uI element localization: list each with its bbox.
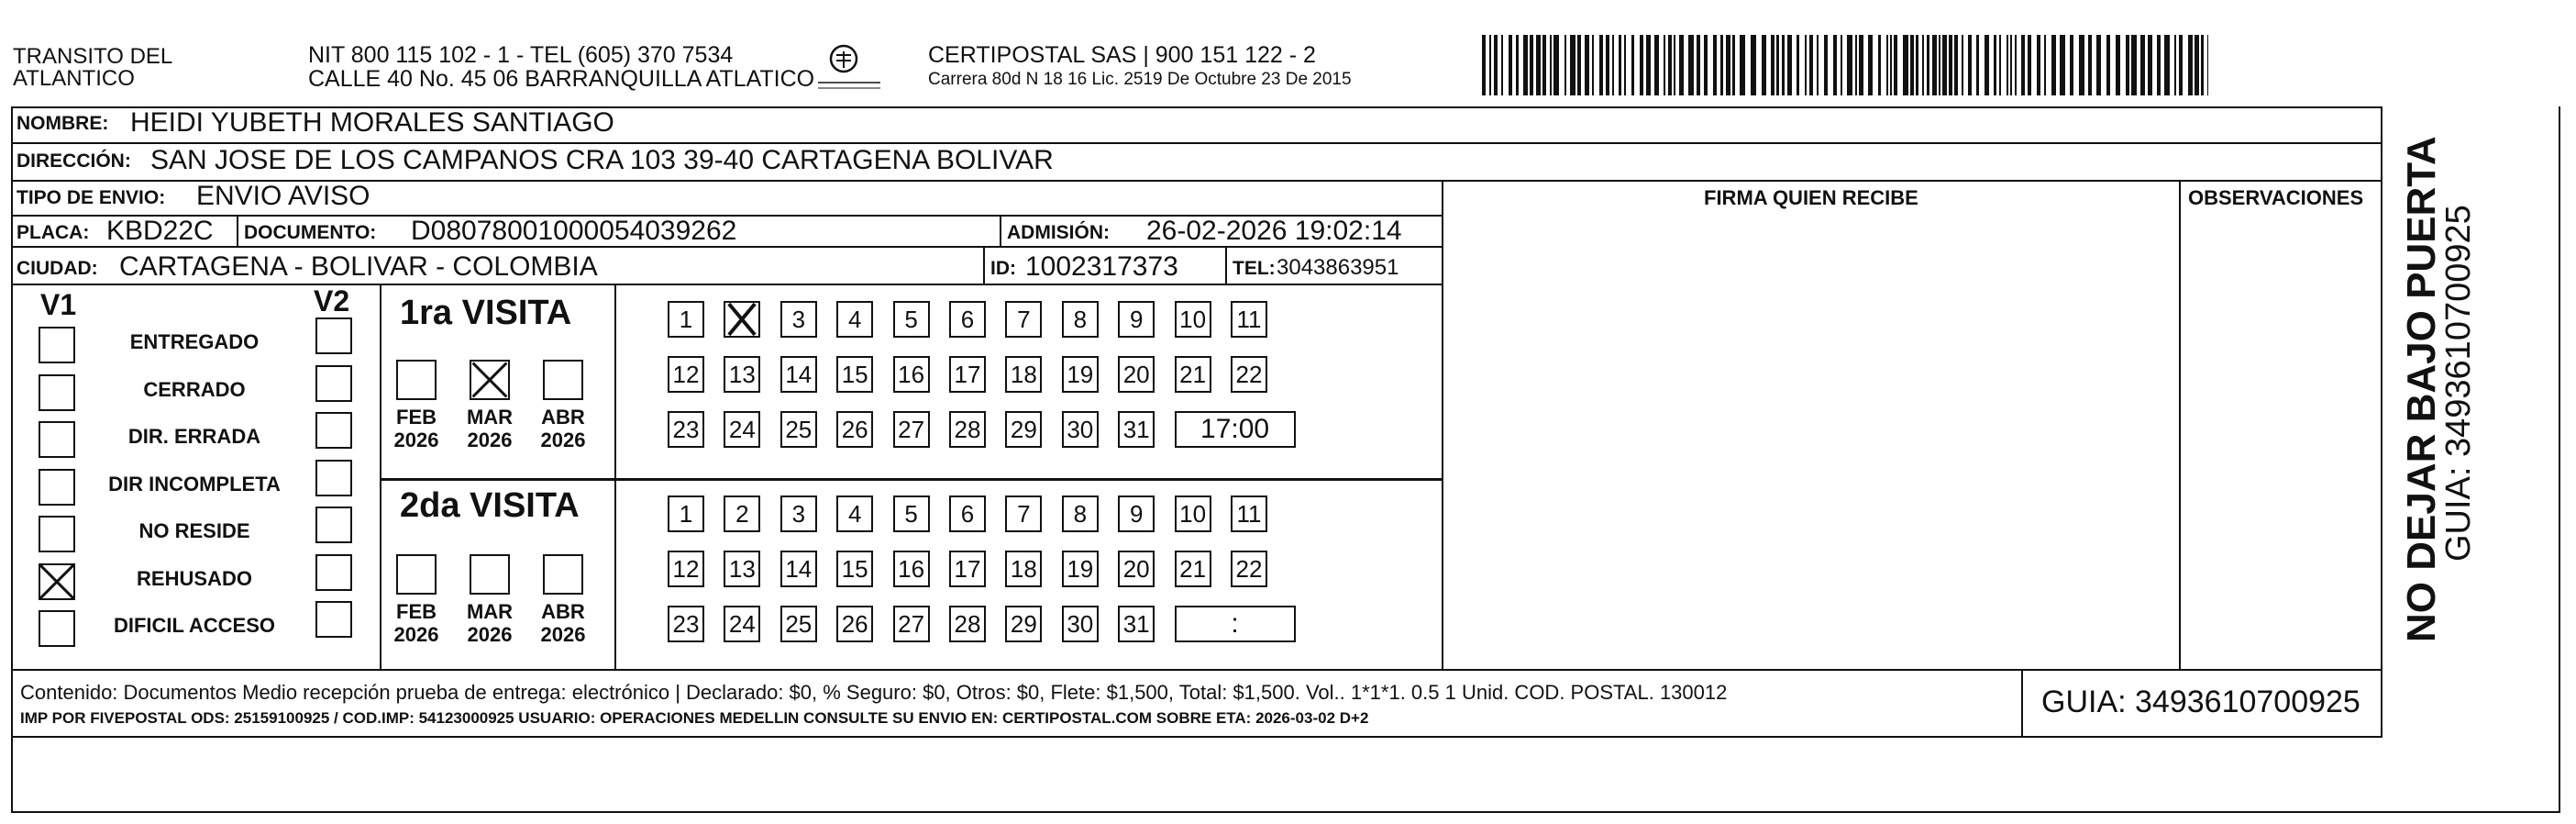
visit2-day-number: 17 bbox=[954, 555, 981, 583]
visit2-day-box[interactable] bbox=[1005, 551, 1042, 587]
document-value: D080780010000540392​62 bbox=[411, 216, 737, 246]
visit2-month-checkbox[interactable] bbox=[543, 554, 583, 595]
visit1-month-label bbox=[462, 406, 517, 451]
status-label: DIFICIL ACCESO bbox=[113, 614, 275, 637]
document-label: DOCUMENTO: bbox=[244, 222, 377, 243]
visit1-day-number: 20 bbox=[1122, 361, 1150, 388]
carrier-line: CERTIPOSTAL SAS | 900 151 122 - 2 bbox=[928, 42, 1316, 68]
visit1-day-box[interactable] bbox=[1062, 411, 1099, 448]
visit2-day-box[interactable] bbox=[724, 551, 760, 587]
visit2-day-number: 1 bbox=[679, 500, 693, 528]
visit2-month-year: 2026 bbox=[393, 623, 439, 646]
admission-label: ADMISIÓN: bbox=[1007, 222, 1110, 243]
visit2-day-number: 30 bbox=[1067, 610, 1094, 638]
visit2-day-box[interactable] bbox=[668, 606, 704, 642]
visit1-day-box[interactable] bbox=[949, 356, 986, 393]
plate-label: PLACA: bbox=[17, 222, 90, 243]
visit1-day-box[interactable] bbox=[668, 356, 704, 393]
visit1-day-number: 18 bbox=[1010, 361, 1037, 388]
visit2-time-box[interactable] bbox=[1175, 606, 1296, 642]
address-line: CALLE 40 No. 45 06 BARRANQUILLA ATLATICO bbox=[308, 66, 815, 92]
visit2-day-number: 18 bbox=[1010, 555, 1037, 583]
visit2-day-number: 23 bbox=[672, 610, 700, 638]
status-v1-checkbox[interactable] bbox=[39, 563, 75, 600]
visit1-day-box[interactable] bbox=[780, 301, 817, 338]
visit1-day-number: 24 bbox=[728, 416, 756, 443]
observations-column-header: OBSERVACIONES bbox=[2188, 186, 2364, 209]
visit1-time-box[interactable] bbox=[1175, 411, 1296, 448]
nit-line: NIT 800 115 102 - 1 - TEL (605) 370 7534 bbox=[308, 42, 734, 68]
visit2-day-box[interactable] bbox=[780, 606, 817, 642]
visit1-day-number: 22 bbox=[1235, 361, 1263, 388]
visit1-day-number: 11 bbox=[1236, 306, 1262, 333]
status-label: DIR INCOMPLETA bbox=[108, 472, 281, 496]
company-name-line2: ATLANTICO bbox=[13, 66, 135, 91]
visit2-day-number: 7 bbox=[1017, 500, 1031, 528]
city-value: CARTAGENA - BOLIVAR - COLOMBIA bbox=[119, 251, 598, 282]
visit1-day-number: 25 bbox=[785, 416, 813, 443]
visit2-day-box[interactable] bbox=[668, 496, 704, 532]
visit2-day-number: 14 bbox=[785, 555, 813, 583]
visit1-day-number: 17 bbox=[954, 361, 981, 388]
visit2-day-box[interactable] bbox=[836, 496, 873, 532]
visit2-month-year: 2026 bbox=[467, 623, 513, 646]
signature-column-header: FIRMA QUIEN RECIBE bbox=[1704, 186, 1918, 209]
visit2-day-box[interactable] bbox=[893, 606, 930, 642]
visit1-month-checkbox[interactable] bbox=[543, 360, 583, 400]
visit2-day-box[interactable] bbox=[1231, 551, 1267, 587]
visit1-day-number: 13 bbox=[728, 361, 756, 388]
visit1-day-box[interactable] bbox=[893, 411, 930, 448]
status-v1-checkbox[interactable] bbox=[39, 610, 75, 647]
status-v2-checkbox[interactable] bbox=[315, 554, 352, 591]
visit1-month-label bbox=[389, 406, 444, 451]
status-label: ENTREGADO bbox=[129, 330, 260, 353]
visit1-day-number: 21 bbox=[1179, 361, 1207, 388]
visit1-month-year: 2026 bbox=[540, 429, 586, 451]
visit2-day-box[interactable] bbox=[893, 496, 930, 532]
visit2-day-box[interactable] bbox=[1175, 551, 1211, 587]
visit1-day-box[interactable] bbox=[1175, 301, 1211, 338]
v1-label: V1 bbox=[40, 288, 77, 321]
visit1-day-box[interactable] bbox=[668, 301, 704, 338]
visit2-day-number: 8 bbox=[1073, 500, 1088, 528]
barcode bbox=[1482, 35, 2208, 95]
visit2-day-box[interactable] bbox=[836, 606, 873, 642]
visit2-day-number: 4 bbox=[847, 500, 862, 528]
recipient-name: HEIDI YUBETH MORALES SANTIAGO bbox=[130, 107, 614, 138]
visit2-day-box[interactable] bbox=[780, 496, 817, 532]
status-v1-checkbox[interactable] bbox=[39, 327, 75, 363]
visit1-day-box[interactable] bbox=[1118, 411, 1155, 448]
visit1-day-number: 5 bbox=[904, 306, 918, 333]
visit1-time-value: 17:00 bbox=[1200, 414, 1270, 444]
status-label: DIR. ERRADA bbox=[127, 425, 261, 448]
visit2-day-number: 13 bbox=[728, 555, 756, 583]
city-label: CIUDAD: bbox=[17, 258, 98, 279]
visit1-month-year: 2026 bbox=[393, 429, 439, 451]
visit2-month-label bbox=[389, 600, 444, 646]
company-name-line1: TRANSITO DEL bbox=[13, 44, 173, 69]
visit1-day-box[interactable] bbox=[949, 411, 986, 448]
visit1-day-box[interactable] bbox=[949, 301, 986, 338]
address-label: DIRECCIÓN: bbox=[17, 150, 131, 172]
visit1-day-box[interactable] bbox=[724, 301, 760, 338]
recipient-address: SAN JOSE DE LOS CAMPANOS CRA 103 39-40 CARTAGENA BOLIVAR bbox=[150, 145, 1054, 175]
visit1-day-box[interactable] bbox=[836, 411, 873, 448]
visit2-day-number: 16 bbox=[898, 555, 925, 583]
imp-line: IMP POR FIVEPOSTAL ODS: 25159100925 / COD.IMP: 54123000925 USUARIO: OPERACIONES MEDELLIN CONSULTE SU ENVIO EN: CERTIPOSTAL.COM SOBRE ETA: 2026-03-02 D+2 bbox=[20, 709, 1369, 727]
visit1-day-box[interactable] bbox=[1005, 411, 1042, 448]
tel-label: TEL: bbox=[1233, 258, 1276, 279]
content-line: Contenido: Documentos Medio recepción prueba de entrega: electrónico | Declarado: $0, % Seguro: $0, Otros: $0, Flete: $1,500, Total: $1,500. Vol.. 1*1*1. 0.5 1 Unid. COD. POSTAL. 130012 bbox=[20, 681, 1728, 704]
visit2-day-number: 29 bbox=[1010, 610, 1037, 638]
visit1-day-number: 30 bbox=[1067, 416, 1094, 443]
visit1-day-number: 4 bbox=[847, 306, 862, 333]
admission-value: 26-02-2026 19:02:14 bbox=[1146, 216, 1402, 246]
visit1-day-box[interactable] bbox=[836, 301, 873, 338]
visit2-time-value: : bbox=[1231, 608, 1239, 639]
visit2-day-box[interactable] bbox=[949, 551, 986, 587]
side-guia: GUIA: 3493610700925 bbox=[2439, 205, 2478, 562]
visit2-day-box[interactable] bbox=[780, 551, 817, 587]
visit2-day-box[interactable] bbox=[1118, 551, 1155, 587]
visit1-day-number: 3 bbox=[791, 306, 806, 333]
visit2-month-name: FEB bbox=[396, 600, 437, 623]
visit2-day-number: 22 bbox=[1235, 555, 1263, 583]
name-label: NOMBRE: bbox=[17, 113, 109, 134]
visit2-day-number: 3 bbox=[791, 500, 806, 528]
visit1-month-name: FEB bbox=[396, 406, 437, 429]
visit1-day-box[interactable] bbox=[1175, 356, 1211, 393]
visit2-day-box[interactable] bbox=[1062, 496, 1099, 532]
visit1-day-box[interactable] bbox=[780, 356, 817, 393]
visit1-title: 1ra VISITA bbox=[400, 294, 572, 332]
visit2-day-number: 10 bbox=[1179, 500, 1207, 528]
visit1-day-box[interactable] bbox=[836, 356, 873, 393]
visit2-day-box[interactable] bbox=[1231, 496, 1267, 532]
visit2-day-box[interactable] bbox=[724, 496, 760, 532]
status-v2-checkbox[interactable] bbox=[315, 460, 352, 496]
visit1-day-number: 12 bbox=[672, 361, 700, 388]
id-value: 1002317373 bbox=[1025, 251, 1178, 282]
visit2-month-checkbox[interactable] bbox=[396, 554, 437, 595]
visit1-day-number: 23 bbox=[672, 416, 700, 443]
visit1-day-box[interactable] bbox=[1062, 301, 1099, 338]
status-v2-checkbox[interactable] bbox=[315, 601, 352, 638]
status-v1-checkbox[interactable] bbox=[39, 516, 75, 552]
visit1-month-label bbox=[536, 406, 591, 451]
visit2-day-number: 5 bbox=[904, 500, 918, 528]
visit2-day-box[interactable] bbox=[1062, 606, 1099, 642]
visit1-day-number: 8 bbox=[1073, 306, 1088, 333]
visit1-day-box[interactable] bbox=[1231, 301, 1267, 338]
visit1-day-number: 9 bbox=[1129, 306, 1144, 333]
status-v2-checkbox[interactable] bbox=[315, 365, 352, 402]
visit2-day-number: 20 bbox=[1122, 555, 1150, 583]
visit1-day-box[interactable] bbox=[1118, 356, 1155, 393]
visit1-day-box[interactable] bbox=[893, 301, 930, 338]
visit2-day-box[interactable] bbox=[1005, 606, 1042, 642]
visit1-day-box[interactable] bbox=[724, 356, 760, 393]
visit1-day-box[interactable] bbox=[1005, 301, 1042, 338]
status-v1-checkbox[interactable] bbox=[39, 469, 75, 506]
status-v2-checkbox[interactable] bbox=[315, 317, 352, 354]
visit2-day-number: 26 bbox=[841, 610, 868, 638]
visit2-day-number: 12 bbox=[672, 555, 700, 583]
visit2-day-number: 2 bbox=[735, 500, 749, 528]
visit2-day-number: 9 bbox=[1129, 500, 1144, 528]
visit2-day-box[interactable] bbox=[836, 551, 873, 587]
visit2-day-number: 19 bbox=[1067, 555, 1094, 583]
visit2-title: 2da VISITA bbox=[400, 486, 580, 525]
visit1-day-number: 19 bbox=[1067, 361, 1094, 388]
shipment-type-label: TIPO DE ENVIO: bbox=[17, 187, 166, 208]
status-v1-checkbox[interactable] bbox=[39, 421, 75, 458]
visit2-day-box[interactable] bbox=[949, 496, 986, 532]
visit2-day-number: 25 bbox=[785, 610, 813, 638]
footer-guia: GUIA: 3493610700925 bbox=[2041, 685, 2360, 719]
shipment-type: ENVIO AVISO bbox=[196, 181, 370, 211]
visit2-month-name: MAR bbox=[466, 600, 514, 623]
visit1-day-box[interactable] bbox=[893, 356, 930, 393]
visit1-day-number: 7 bbox=[1017, 306, 1031, 333]
status-label: CERRADO bbox=[143, 377, 246, 401]
visit2-day-number: 24 bbox=[728, 610, 756, 638]
visit1-day-number: 6 bbox=[960, 306, 975, 333]
status-v1-checkbox[interactable] bbox=[39, 374, 75, 411]
visit2-day-box[interactable] bbox=[1118, 606, 1155, 642]
visit2-day-box[interactable] bbox=[724, 606, 760, 642]
visit2-day-number: 31 bbox=[1122, 610, 1150, 638]
status-label: NO RESIDE bbox=[138, 519, 250, 542]
v2-label: V2 bbox=[314, 284, 350, 317]
visit1-day-box[interactable] bbox=[1062, 356, 1099, 393]
visit1-day-number: 10 bbox=[1179, 306, 1207, 333]
visit1-month-checkbox[interactable] bbox=[396, 360, 437, 400]
visit2-day-box[interactable] bbox=[949, 606, 986, 642]
visit2-day-number: 21 bbox=[1179, 555, 1207, 583]
visit2-day-box[interactable] bbox=[1118, 496, 1155, 532]
visit1-month-name: ABR bbox=[541, 406, 585, 429]
visit1-day-number: 1 bbox=[679, 306, 693, 333]
visit2-day-number: 28 bbox=[954, 610, 981, 638]
visit1-day-number: 31 bbox=[1122, 416, 1150, 443]
visit1-day-box[interactable] bbox=[1005, 356, 1042, 393]
visit1-month-year: 2026 bbox=[467, 429, 513, 451]
visit2-month-name: ABR bbox=[541, 600, 585, 623]
license-line: Carrera 80d N 18 16 Lic. 2519 De Octubre 23 De 2015 bbox=[928, 70, 1352, 89]
visit2-day-box[interactable] bbox=[668, 551, 704, 587]
visit1-day-box[interactable] bbox=[1118, 301, 1155, 338]
visit1-day-number: 29 bbox=[1010, 416, 1037, 443]
visit2-month-label bbox=[536, 600, 591, 646]
status-v2-checkbox[interactable] bbox=[315, 507, 352, 543]
visit2-month-year: 2026 bbox=[540, 623, 586, 646]
visit1-day-box[interactable] bbox=[724, 411, 760, 448]
visit2-day-number: 27 bbox=[898, 610, 925, 638]
visit2-day-number: 6 bbox=[960, 500, 975, 528]
certipostal-logo bbox=[813, 42, 886, 94]
status-label: REHUSADO bbox=[137, 566, 252, 590]
visit1-day-number: 28 bbox=[954, 416, 981, 443]
visit2-day-box[interactable] bbox=[1062, 551, 1099, 587]
visit2-day-box[interactable] bbox=[893, 551, 930, 587]
visit2-day-box[interactable] bbox=[1175, 496, 1211, 532]
visit1-day-number: 26 bbox=[841, 416, 868, 443]
id-label: ID: bbox=[990, 258, 1016, 279]
visit2-day-number: 11 bbox=[1236, 500, 1262, 528]
visit2-month-label bbox=[462, 600, 517, 646]
visit1-day-number: 16 bbox=[898, 361, 925, 388]
visit1-day-box[interactable] bbox=[780, 411, 817, 448]
no-dejar-bajo-puerta: NO DEJAR BAJO PUERTA bbox=[2399, 136, 2444, 642]
visit1-day-box[interactable] bbox=[1231, 356, 1267, 393]
visit1-day-number: 14 bbox=[785, 361, 813, 388]
status-v2-checkbox[interactable] bbox=[315, 412, 352, 449]
visit1-day-number: 15 bbox=[841, 361, 868, 388]
visit1-month-checkbox[interactable] bbox=[470, 360, 510, 400]
visit2-day-number: 15 bbox=[841, 555, 868, 583]
visit1-day-number: 27 bbox=[898, 416, 925, 443]
visit2-day-box[interactable] bbox=[1005, 496, 1042, 532]
visit2-month-checkbox[interactable] bbox=[470, 554, 510, 595]
tel-value: 3043863951 bbox=[1277, 255, 1399, 280]
plate-value: KBD22C bbox=[106, 216, 214, 246]
visit1-month-name: MAR bbox=[466, 406, 514, 429]
visit1-day-box[interactable] bbox=[668, 411, 704, 448]
